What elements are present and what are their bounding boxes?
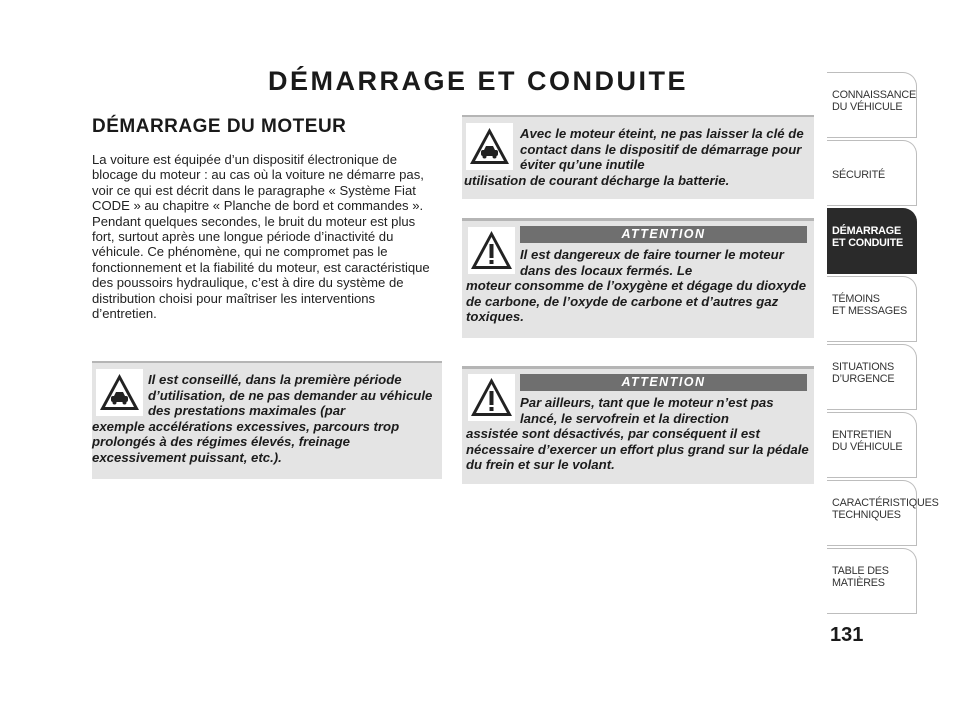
warning-2-lead: Par ailleurs, tant que le moteur n’est pas lancé, le servofrein et la direction [520, 395, 774, 426]
tab-label: TECHNIQUES [832, 509, 901, 521]
section-heading: DÉMARRAGE DU MOTEUR [92, 116, 347, 137]
page-number: 131 [830, 624, 864, 646]
notice-right-rest: utilisation de courant décharge la batterie. [464, 172, 730, 188]
warning-1-rest: moteur consomme de l’oxygène et dégage du dioxyde de carbone, de l’oxyde de carbone et d’autres gaz toxiques. [466, 278, 807, 325]
tab-label: DU VÉHICULE [832, 441, 903, 453]
box-divider [462, 218, 814, 221]
box-divider [92, 361, 442, 363]
warning-2-rest: assistée sont désactivés, par conséquent il est nécessaire d’exercer un effort plus grand sur la pédale du frein et sur le volant. [466, 426, 809, 473]
attention-header: ATTENTION [520, 374, 807, 391]
tab-table-matieres[interactable] [827, 548, 917, 614]
notice-text-left [92, 372, 436, 466]
tab-label: CARACTÉRISTIQUES [832, 497, 939, 509]
warning-box-2 [462, 366, 814, 484]
tab-label: ET MESSAGES [832, 305, 908, 317]
notice-left-rest: exemple accélérations excessives, parcours trop prolongés à des régimes élevés, freinage excessivement puissant, etc.). [92, 418, 400, 465]
tab-label: MATIÈRES [832, 577, 885, 589]
warning-1-lead: Il est dangereux de faire tourner le moteur dans des locaux fermés. Le [520, 247, 784, 278]
tab-caracteristiques-techniques[interactable] [827, 480, 939, 546]
tab-connaissance-vehicule[interactable] [827, 72, 917, 138]
tab-securite[interactable] [827, 140, 917, 206]
warning-2-text [466, 395, 812, 473]
box-divider [462, 115, 814, 117]
warning-1-text [466, 247, 812, 325]
intro-paragraph: La voiture est équipée d’un dispositif électronique de blocage du moteur : au cas où la voiture ne démarre pas, voir ce qui est décrit dans le paragraphe « Système Fiat CODE » au chapitre « Planche de bord et commandes ». Pendant quelques secondes, le bruit du moteur est plus fort, surtout après une longue période d’inactivité du véhicule. Ce phénomène, qui ne compromet pas le fonctionnement et la fiabilité du moteur, est caractéristique des poussoirs hydraulique, c’est à dire du système de distribution choisi pour maîtriser les interventions d’entretien. [92, 152, 430, 322]
tab-label: TABLE DES [832, 565, 889, 577]
page-title: DÉMARRAGE ET CONDUITE [268, 66, 689, 96]
tab-demarrage-conduite[interactable] [827, 208, 917, 274]
tab-label: TÉMOINS [832, 293, 880, 305]
notice-right-lead: Avec le moteur éteint, ne pas laisser la clé de contact dans le dispositif de démarrage pour éviter qu’une inutile [520, 126, 804, 173]
tab-entretien-vehicule[interactable] [827, 412, 917, 478]
warning-box-1 [462, 218, 814, 338]
tab-label: DU VÉHICULE [832, 101, 903, 113]
tab-label: SÉCURITÉ [832, 169, 885, 181]
tab-label: ENTRETIEN [832, 429, 892, 441]
notice-left-lead: Il est conseillé, dans la première période d’utilisation, de ne pas demander au véhicule des prestations maximales (par [148, 372, 433, 419]
tab-label: D’URGENCE [832, 373, 895, 385]
tab-situations-urgence[interactable] [827, 344, 917, 410]
notice-text-right-top [464, 126, 812, 188]
tab-label: ET CONDUITE [832, 237, 903, 249]
attention-header: ATTENTION [520, 226, 807, 243]
box-divider [462, 366, 814, 369]
tab-label: DÉMARRAGE [832, 225, 901, 237]
notice-box-right-top [462, 115, 814, 199]
tab-label: CONNAISSANCE [832, 89, 916, 101]
tab-label: SITUATIONS [832, 361, 894, 373]
tab-temoins-messages[interactable] [827, 276, 917, 342]
notice-box-left [92, 361, 442, 479]
